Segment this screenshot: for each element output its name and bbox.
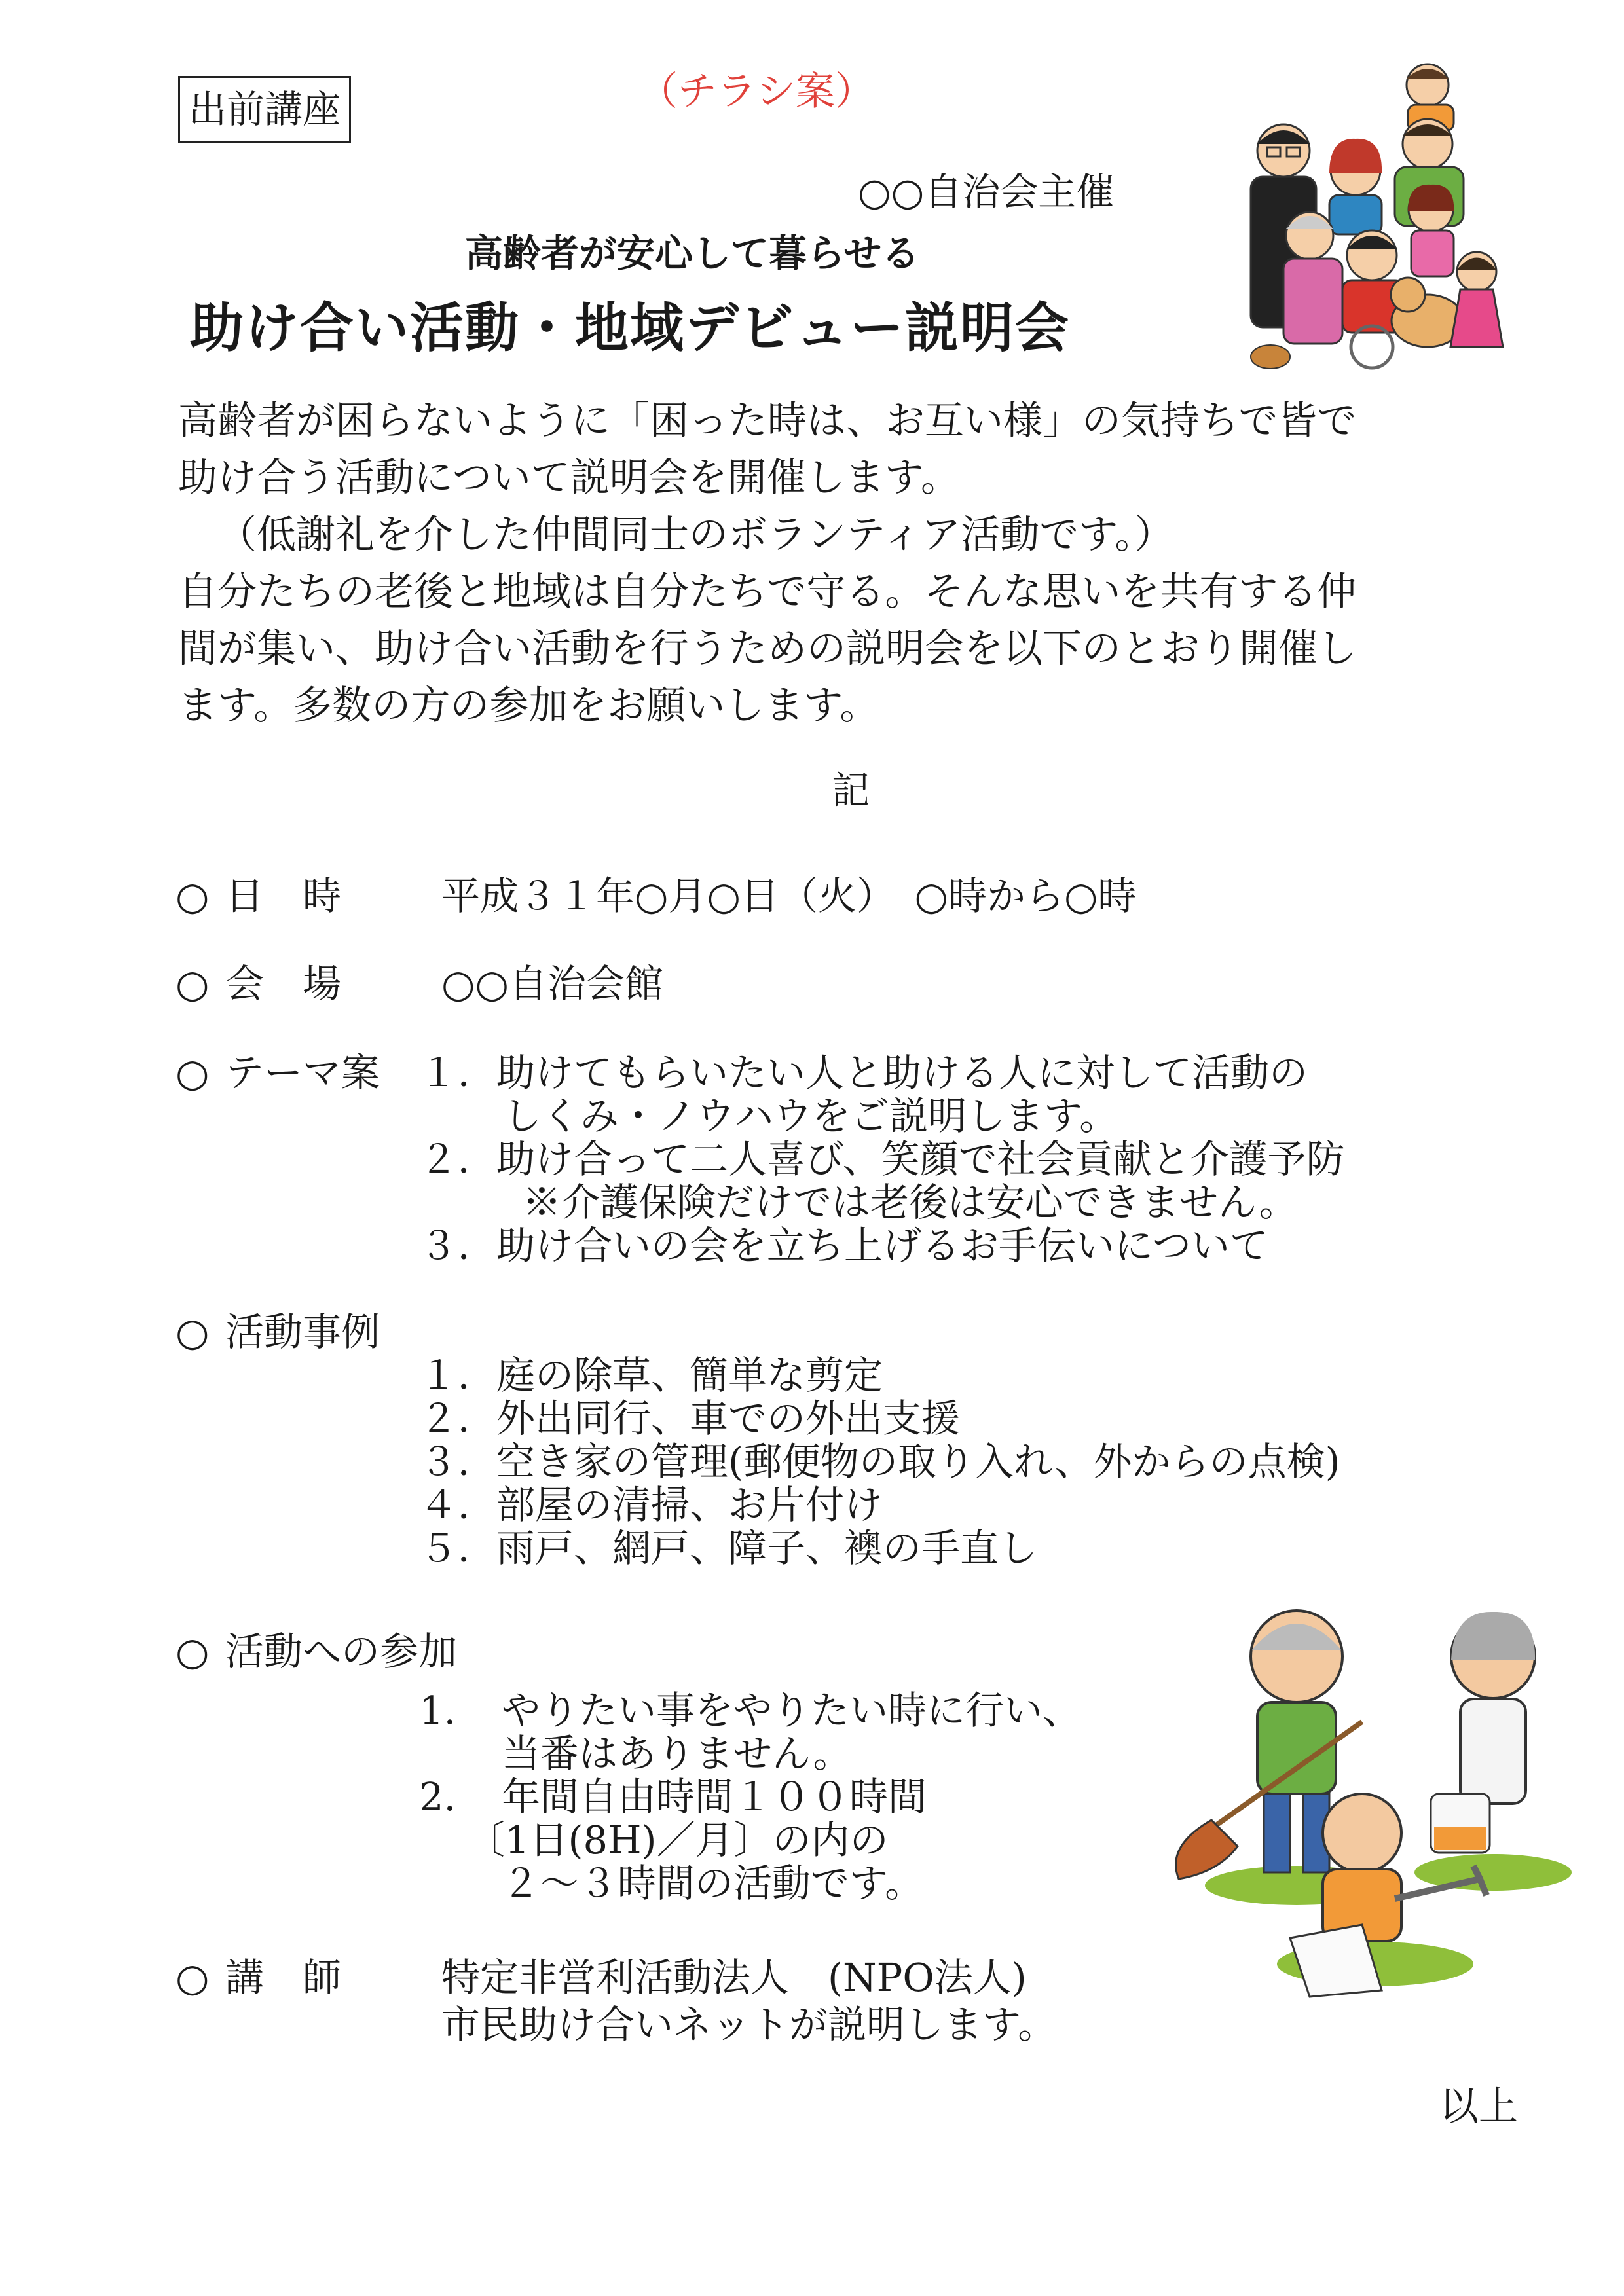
datetime-label: 日 時 <box>225 873 342 919</box>
example-item: １．庭の除草、簡単な剪定 <box>419 1353 883 1398</box>
intro-line: （低謝礼を介した仲間同士のボランティア活動です。） <box>198 512 1174 558</box>
datetime-value: 平成３１年○月○日（火） ○時から○時 <box>441 873 1137 919</box>
theme-text: 助け合いの会を立ち上げるお手伝いについて <box>496 1223 1268 1268</box>
venue-label: 会 場 <box>225 961 342 1006</box>
page-title: 助け合い活動・地域デビュー説明会 <box>190 297 1071 359</box>
intro-paragraph <box>178 393 1357 735</box>
lecturer-label: 講 師 <box>225 1955 342 2000</box>
examples-label: 活動事例 <box>225 1309 380 1355</box>
course-tag: 出前講座 <box>178 76 351 143</box>
organizer: ○○自治会主催 <box>858 170 1115 214</box>
theme-item <box>419 1051 1308 1095</box>
participation-label: 活動への参加 <box>225 1629 458 1674</box>
participation-text: 〔1日(8H)／月〕の内の <box>466 1817 889 1863</box>
lecturer-row <box>175 1956 1027 1999</box>
theme-text: 助け合って二人喜び、笑顔で社会貢献と介護予防 <box>496 1137 1345 1182</box>
intro-line: 高齢者が困らないように「困った時は、お互い様」の気持ちで皆で <box>178 398 1357 444</box>
intro-line: 助け合う活動について説明会を開催します。 <box>178 455 960 501</box>
intro-line: ます。多数の方の参加をお願いします。 <box>178 683 879 729</box>
subtitle: 高齢者が安心して暮らせる <box>465 231 920 276</box>
intro-line: 自分たちの老後と地域は自分たちで守る。そんな思いを共有する仲 <box>178 569 1357 615</box>
bullet-icon: ○ <box>175 873 210 919</box>
participation-text: 当番はありません。 <box>502 1731 852 1776</box>
theme-item <box>419 1138 1345 1181</box>
seniors-volunteering-illustration-icon <box>1166 1597 1572 2016</box>
examples-row <box>175 1311 380 1354</box>
family-illustration-icon <box>1231 59 1506 373</box>
ki-heading: 記 <box>832 768 870 812</box>
example-item: ４．部屋の清掃、お片付け <box>419 1482 883 1527</box>
venue-row <box>175 962 663 1006</box>
theme-item-cont: しくみ・ノウハウをご説明します。 <box>503 1093 1118 1139</box>
theme-item <box>419 1224 1268 1267</box>
theme-num: ２． <box>419 1137 497 1182</box>
participation-text: 年間自由時間１００時間 <box>502 1774 927 1819</box>
participation-text: ２～３時間の活動です。 <box>502 1861 924 1906</box>
example-item: ２．外出同行、車での外出支援 <box>419 1396 961 1441</box>
themes-row <box>175 1051 380 1095</box>
participation-num: 1. <box>419 1688 456 1733</box>
venue-value: ○○自治会館 <box>441 961 663 1006</box>
bullet-icon: ○ <box>175 961 210 1006</box>
themes-label: テーマ案 <box>225 1050 380 1095</box>
datetime-row <box>175 875 1136 918</box>
theme-num: １． <box>419 1050 497 1095</box>
lecturer-text: 特定非営利活動法人 (NPO法人) <box>441 1955 1027 2000</box>
bullet-icon: ○ <box>175 1955 210 2000</box>
bullet-icon: ○ <box>175 1309 210 1355</box>
example-item: ３．空き家の管理(郵便物の取り入れ、外からの点検) <box>419 1439 1340 1484</box>
intro-line: 間が集い、助け合い活動を行うための説明会を以下のとおり開催し <box>178 626 1357 672</box>
theme-num: ３． <box>419 1223 497 1268</box>
closing-text: 以上 <box>1439 2084 1518 2130</box>
draft-label: （チラシ案） <box>638 69 874 115</box>
participation-row <box>175 1630 457 1673</box>
theme-text: 助けてもらいたい人と助ける人に対して活動の <box>496 1050 1308 1095</box>
participation-num: 2. <box>419 1774 456 1819</box>
participation-text: やりたい事をやりたい時に行い、 <box>502 1688 1082 1733</box>
bullet-icon: ○ <box>175 1629 210 1674</box>
bullet-icon: ○ <box>175 1050 210 1095</box>
example-item: ５．雨戸、網戸、障子、襖の手直し <box>419 1525 1038 1571</box>
theme-item-cont: ※介護保険だけでは老後は安心できません。 <box>523 1180 1298 1225</box>
lecturer-text: 市民助け合いネットが説明します。 <box>441 2002 1057 2047</box>
